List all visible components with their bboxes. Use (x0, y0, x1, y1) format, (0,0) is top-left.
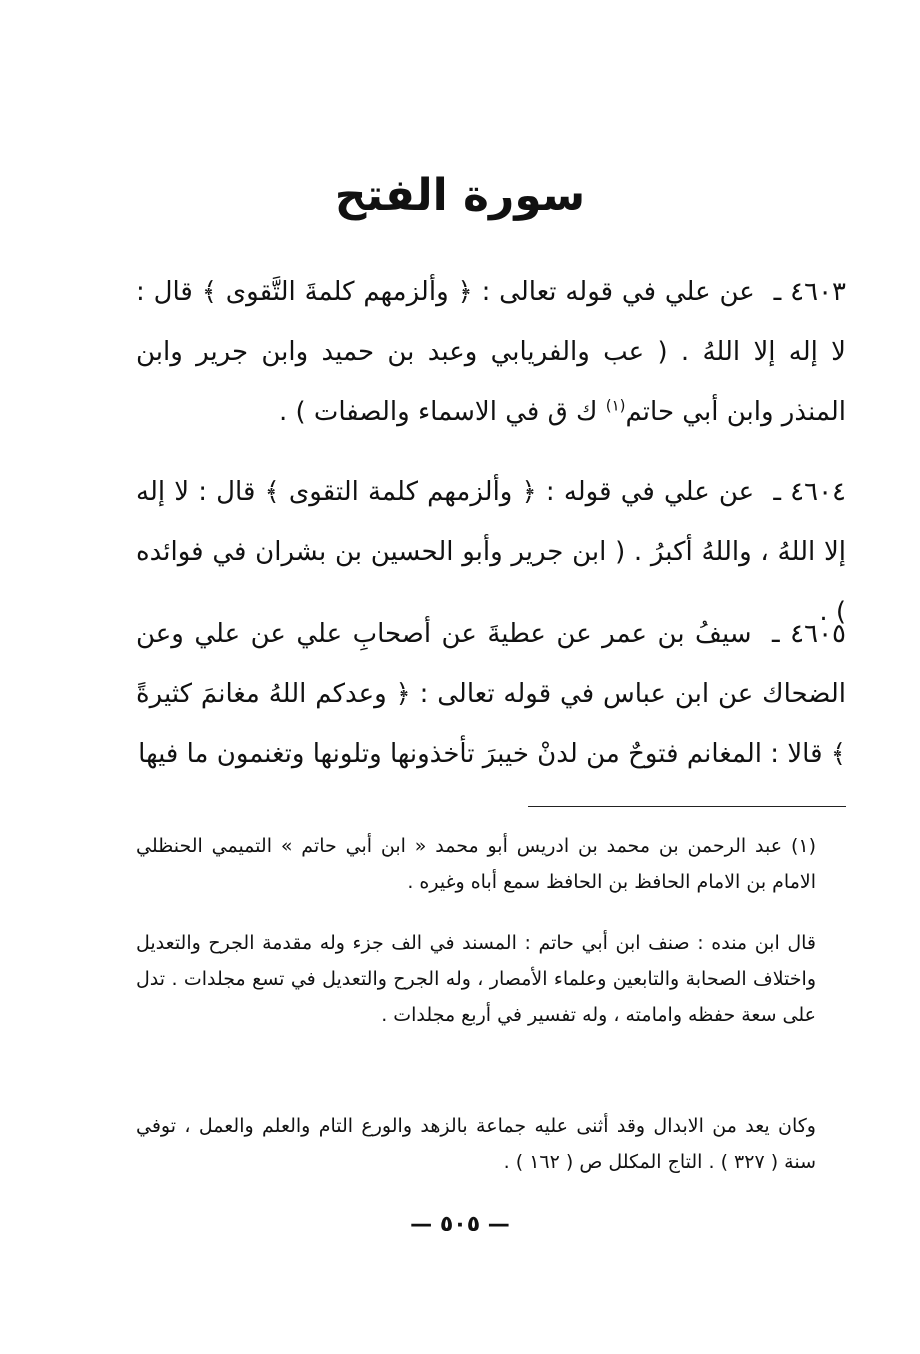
hadith-block-4603 (136, 262, 846, 442)
footnote-paragraph: قال ابن منده : صنف ابن أبي حاتم : المسند في الف جزء وله مقدمة الجرح والتعديل واختلاف الصحابة والتابعين وعلماء الأمصار ، وله الجرح والتعديل في تسع مجلدات . تدل على سعة حفظه وامامته ، وله تفسير في أربع مجلدات . (136, 932, 816, 1026)
hadith-number: ٤٦٠٣ ـ (773, 277, 847, 307)
page-number: — ٥٠٥ — (410, 1212, 510, 1237)
footnote-1-intro: (١) عبد الرحمن بن محمد بن ادريس أبو محمد « ابن أبي حاتم » التميمي الحنظلي الامام بن الامام الحافظ بن الحافظ سمع أباه وغيره . (136, 835, 816, 893)
footnote-separator (528, 806, 846, 807)
footnote-reference[interactable]: (١) (605, 396, 626, 415)
hadith-text-continued: ك ق في الاسماء والصفات ) . (278, 397, 606, 427)
hadith-text: عن علي في قوله : ﴿ وألزمهم كلمة التقوى ﴾ قال : لا إله إلا اللهُ ، واللهُ أكبرُ . ( ابن جرير وأبو الحسين بن بشران في فوائده ) . (136, 477, 846, 627)
hadith-number: ٤٦٠٥ ـ (772, 619, 846, 649)
hadith-4603 (136, 262, 846, 442)
hadith-text: عن علي في قوله تعالى : ﴿ وألزمهم كلمةَ التَّقوى ﴾ قال : لا إله إلا اللهُ . ( عب والفريابي وعبد بن حميد وابن جرير وابن المنذر وابن أبي حاتم (136, 277, 846, 427)
hadith-text: سيفُ بن عمر عن عطيةَ عن أصحابِ علي عن علي وعن الضحاك عن ابن عباس في قوله تعالى : ﴿ وعدكم اللهُ مغانمَ كثيرةً ﴾ قالا : المغانم فتوحٌ من لدنْ خيبرَ تأخذونها وتلونها وتغنمون ما فيها (136, 619, 846, 769)
surah-title: سورة الفتح (334, 170, 586, 221)
footnotes (136, 828, 816, 900)
footnote-1-death (136, 1108, 816, 1180)
hadith-block-4605 (136, 604, 846, 784)
hadith-4605 (136, 604, 846, 784)
footnote-1-works (136, 925, 816, 1033)
hadith-number: ٤٦٠٤ ـ (773, 477, 846, 507)
footnote-paragraph: وكان يعد من الابدال وقد أثنى عليه جماعة بالزهد والورع التام والعلم والعمل ، توفي سنة ( ٣٢٧ ) . التاج المكلل ص ( ١٦٢ ) . (136, 1115, 816, 1173)
